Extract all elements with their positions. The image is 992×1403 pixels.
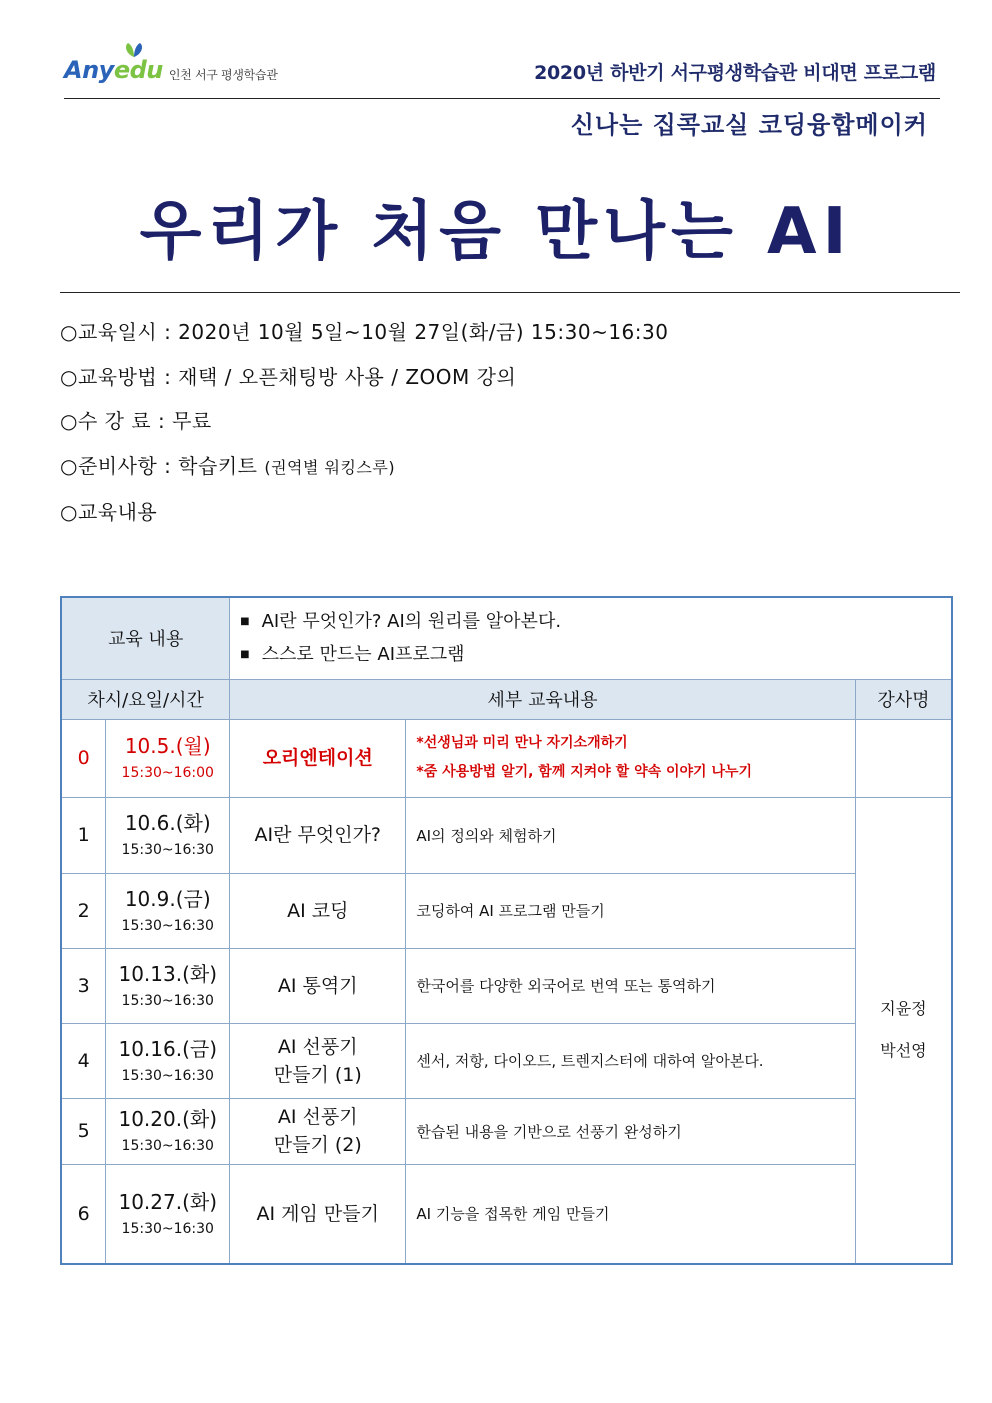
table-row xyxy=(61,948,952,1023)
table-row xyxy=(61,1164,952,1264)
col-instructor-header: 강사명 xyxy=(855,679,952,719)
session-date: 10.13.(화) 15:30~16:30 xyxy=(106,948,230,1023)
session-date: 10.16.(금) 15:30~16:30 xyxy=(106,1023,230,1098)
leaf-icon xyxy=(122,42,146,58)
col-session-header: 차시/요일/시간 xyxy=(61,679,230,719)
col-detail-header: 세부 교육내용 xyxy=(230,679,856,719)
edu-summary xyxy=(230,597,952,679)
session-detail: AI 기능을 접목한 게임 만들기 xyxy=(406,1164,856,1264)
edu-content-label: 교육 내용 xyxy=(61,597,230,679)
session-date: 10.9.(금) 15:30~16:30 xyxy=(106,873,230,948)
table-row xyxy=(61,1098,952,1164)
instructor-name: 박선영 xyxy=(880,1041,927,1061)
instructor-names xyxy=(855,797,952,1264)
session-topic: AI 게임 만들기 xyxy=(230,1164,406,1264)
info-schedule: ○교육일시 : 2020년 10월 5일~10월 27일(화/금) 15:30~16:30 xyxy=(60,320,669,344)
table-row xyxy=(61,1023,952,1098)
table-row xyxy=(61,873,952,948)
bullet-icon: ■ xyxy=(240,616,250,628)
info-content: ○교육내용 xyxy=(60,500,158,524)
session-detail: 코딩하여 AI 프로그램 만들기 xyxy=(406,873,856,948)
session-number: 1 xyxy=(61,797,106,873)
info-prep xyxy=(60,450,395,479)
bullet-icon: ■ xyxy=(240,649,250,661)
session-detail: 한습된 내용을 기반으로 선풍기 완성하기 xyxy=(406,1098,856,1164)
session-number: 3 xyxy=(61,948,106,1023)
info-fee: ○수 강 료 : 무료 xyxy=(60,409,212,433)
summary-item: ■ 스스로 만드는 AI프로그램 xyxy=(240,644,465,666)
page-title: 우리가 처음 만나는 AI xyxy=(139,195,853,269)
program-subtitle: 신나는 집콕교실 코딩융합메이커 xyxy=(570,111,928,139)
session-date: 10.27.(화) 15:30~16:30 xyxy=(106,1164,230,1264)
info-method: ○교육방법 : 재택 / 오픈채팅방 사용 / ZOOM 강의 xyxy=(60,365,517,389)
logo-subtitle: 인천 서구 평생학습관 xyxy=(168,67,278,82)
instructor-cell-empty xyxy=(855,719,952,797)
info-prep-text: ○준비사항 : 학습키트 xyxy=(60,454,258,478)
table-row xyxy=(61,719,952,797)
summary-item: ■ AI란 무엇인가? AI의 원리를 알아본다. xyxy=(240,611,562,633)
table-row xyxy=(61,797,952,873)
session-number: 2 xyxy=(61,873,106,948)
session-topic: AI 선풍기 만들기 (2) xyxy=(230,1098,406,1164)
schedule-table xyxy=(60,596,953,1265)
program-header: 2020년 하반기 서구평생학습관 비대면 프로그램 xyxy=(534,62,936,84)
logo xyxy=(64,50,278,90)
info-prep-note: (권역별 워킹스루) xyxy=(264,458,396,477)
session-detail: *선생님과 미리 만나 자기소개하기 *줌 사용방법 알기, 함께 지켜야 할 약속 이야기 나누기 xyxy=(406,719,856,797)
session-topic: AI 코딩 xyxy=(230,873,406,948)
session-date: 10.6.(화) 15:30~16:30 xyxy=(106,797,230,873)
instructor-name: 지윤정 xyxy=(880,999,927,1019)
session-number: 6 xyxy=(61,1164,106,1264)
session-topic: AI 선풍기 만들기 (1) xyxy=(230,1023,406,1098)
logo-wordmark: Anyedu xyxy=(64,56,163,84)
session-detail: AI의 정의와 체험하기 xyxy=(406,797,856,873)
summary-row xyxy=(61,597,952,679)
title-divider xyxy=(60,292,960,293)
session-detail: 센서, 저항, 다이오드, 트렌지스터에 대하여 알아본다. xyxy=(406,1023,856,1098)
session-topic: AI란 무엇인가? xyxy=(230,797,406,873)
session-date: 10.20.(화) 15:30~16:30 xyxy=(106,1098,230,1164)
session-date: 10.5.(월) 15:30~16:00 xyxy=(106,719,230,797)
session-number: 0 xyxy=(61,719,106,797)
session-number: 5 xyxy=(61,1098,106,1164)
session-topic: 오리엔테이션 xyxy=(230,719,406,797)
session-number: 4 xyxy=(61,1023,106,1098)
header-divider xyxy=(64,98,940,99)
session-topic: AI 통역기 xyxy=(230,948,406,1023)
session-detail: 한국어를 다양한 외국어로 번역 또는 통역하기 xyxy=(406,948,856,1023)
table-header-row xyxy=(61,679,952,719)
